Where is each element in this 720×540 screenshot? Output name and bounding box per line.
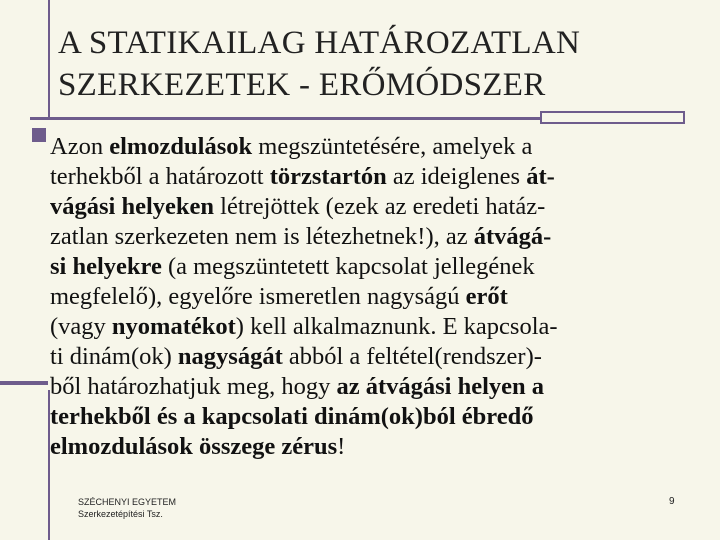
text-run: ti dinám(ok) — [50, 343, 178, 370]
bold-run: átvágá- — [473, 223, 552, 250]
text-run: (vagy — [50, 313, 112, 340]
body-line — [50, 342, 710, 372]
body-line — [50, 312, 710, 342]
left-vertical-rule — [48, 0, 50, 118]
bold-run: nyomatékot — [111, 313, 236, 340]
bold-run: az átvágási helyen a — [336, 373, 545, 400]
bold-run: si helyekre — [50, 253, 162, 280]
text-run: létrejöttek (ezek az eredeti hatáz- — [214, 193, 546, 220]
bold-run: elmozdulások — [109, 133, 253, 160]
footer-line-1: SZÉCHENYI EGYETEM — [78, 497, 177, 507]
bold-run: törzstartón — [269, 163, 387, 190]
text-run: terhekből a határozott — [50, 163, 270, 190]
body-line — [50, 402, 710, 432]
text-run: (a megszüntetett kapcsolat jellegének — [161, 253, 535, 280]
body-paragraph — [50, 132, 710, 462]
body-line — [50, 192, 710, 222]
bold-run: erőt — [465, 283, 508, 310]
text-run: megszüntetésére, amelyek a — [252, 133, 533, 160]
title-line-1: A STATIKAILAG HATÁROZATLAN — [58, 25, 581, 61]
body-line — [50, 432, 710, 462]
bullet-square-icon — [32, 128, 46, 142]
body-line — [50, 372, 710, 402]
text-run: Azon — [50, 133, 110, 160]
footer-organization — [78, 496, 176, 520]
slide-title — [58, 22, 698, 106]
bold-run: nagyságát — [177, 343, 283, 370]
footer-line-2: Szerkezetépítési Tsz. — [78, 509, 163, 519]
bold-run: terhekből és a kapcsolati dinám(ok)ból ébredő — [50, 403, 534, 430]
text-run: ! — [337, 433, 346, 460]
text-run: az ideiglenes — [386, 163, 527, 190]
bold-run: át- — [526, 163, 555, 190]
text-run: megfelelő), egyelőre ismeretlen nagyságú — [50, 283, 466, 310]
body-line — [50, 282, 710, 312]
text-run: zatlan szerkezeten nem is létezhetnek!), az — [50, 223, 474, 250]
bold-run: vágási helyeken — [50, 193, 215, 220]
body-line — [50, 162, 710, 192]
text-run: ) kell alkalmaznunk. E kapcsola- — [235, 313, 558, 340]
title-accent-box — [540, 111, 685, 124]
title-line-2: SZERKEZETEK - ERŐMÓDSZER — [58, 67, 546, 103]
text-run: abból a feltétel(rendszer)- — [282, 343, 542, 370]
text-run: ből határozhatjuk meg, hogy — [50, 373, 337, 400]
side-accent-rule — [0, 381, 48, 385]
body-line — [50, 222, 710, 252]
body-line — [50, 252, 710, 282]
page-number: 9 — [669, 496, 675, 507]
body-line — [50, 132, 710, 162]
bold-run: elmozdulások összege zérus — [50, 433, 338, 460]
